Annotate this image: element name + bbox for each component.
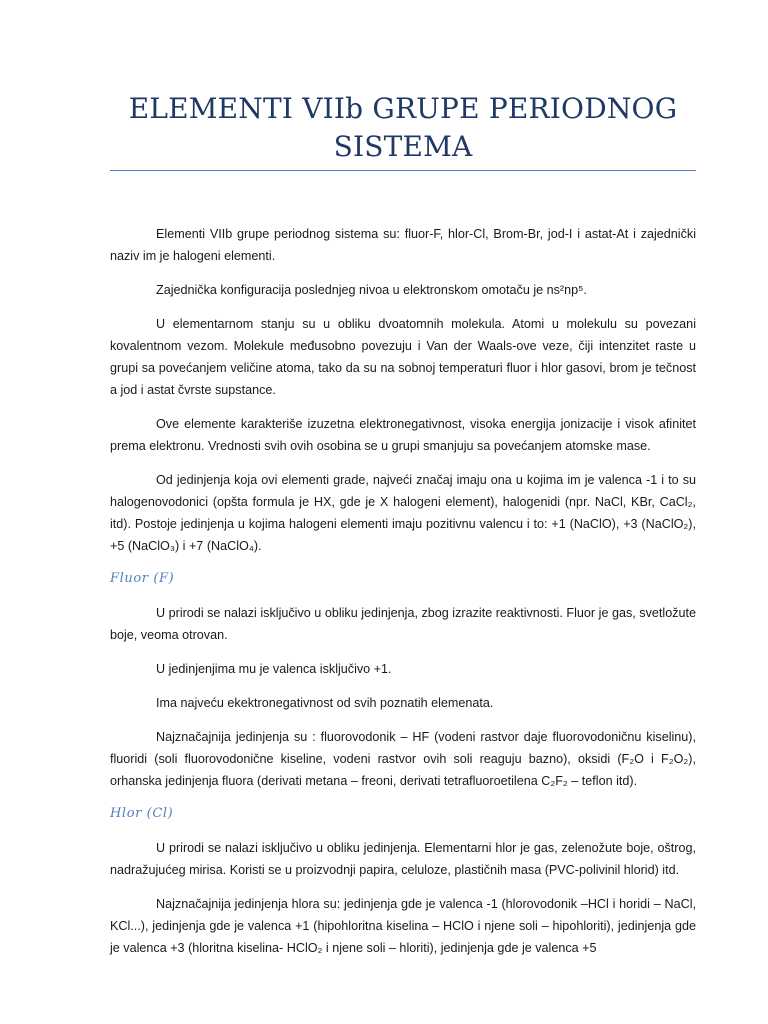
- hlor-paragraph: U prirodi se nalazi isključivo u obliku jedinjenja. Elementarni hlor je gas, zelenožute boje, oštrog, nadražujućeg mirisa. Koristi se u proizvodnji papira, celuloze, plastičnih masa (PVC-polivinil hlorid) itd.: [110, 841, 696, 877]
- intro-paragraph: U elementarnom stanju su u obliku dvoatomnih molekula. Atomi u molekulu su povezani kovalentnom vezom. Molekule međusobno povezuju i Van der Waals-ove veze, čiji intenzitet raste u grupi sa povećanjem veličine atoma, tako da su na sobnoj temperaturi fluor i hlor gasovi, brom je tečnost a jod i astat čvrste supstance.: [110, 317, 696, 397]
- section-heading-hlor: Hlor (Cl): [110, 806, 174, 821]
- fluor-paragraph: Ima najveću ekektronegativnost od svih poznatih elemenata.: [156, 696, 494, 710]
- intro-paragraph: Ove elemente karakteriše izuzetna elektronegativnost, visoka energija jonizacije i visok afinitet prema elektronu. Vrednosti svih ovih osobina se u grupi smanjuju sa povećanjem atomske mase.: [110, 417, 696, 453]
- page-title: ELEMENTI VIIb GRUPE PERIODNOG SISTEMA: [128, 92, 678, 163]
- intro-paragraph: Zajednička konfiguracija poslednjeg nivoa u elektronskom omotaču je ns²np⁵.: [156, 283, 587, 297]
- hlor-paragraph: Najznačajnija jedinjenja hlora su: jedinjenja gde je valenca -1 (hlorovodonik –HCl i horidi – NaCl, KCl...), jedinjenja gde je valenca +1 (hipohloritna kiselina – HClO i njene soli – hipohloriti), jedinjenja gde je valenca +3 (hloritna kiselina- HClO₂ i njene soli – hloriti), jedinjenja gde je valenca +5: [110, 897, 696, 955]
- fluor-paragraph: Najznačajnija jedinjenja su : fluorovodonik – HF (vodeni rastvor daje fluorovodoničnu kiselinu), fluoridi (soli fluorovodonične kiseline, vodeni rastvor ovih soli reaguju bazno), oksidi (F₂O i F₂O₂), orhanska jedinjenja fluora (derivati metana – freoni, derivati tetrafluoroetilena C₂F₂ – teflon itd).: [110, 730, 696, 788]
- fluor-paragraph: U prirodi se nalazi isključivo u obliku jedinjenja, zbog izrazite reaktivnosti. Fluor je gas, svetložute boje, veoma otrovan.: [110, 606, 696, 642]
- title-divider: [110, 170, 696, 171]
- intro-paragraph: Elementi VIIb grupe periodnog sistema su: fluor-F, hlor-Cl, Brom-Br, jod-I i astat-At i zajednički naziv im je halogeni elementi.: [110, 227, 696, 263]
- fluor-paragraph: U jedinjenjima mu je valenca isključivo +1.: [156, 662, 392, 676]
- intro-paragraph: Od jedinjenja koja ovi elementi grade, najveći značaj imaju ona u kojima im je valenca -1 i to su halogenovodonici (opšta formula je HX, gde je X halogeni element), halogenidi (npr. NaCl, KBr, CaCl₂, itd). Postoje jedinjenja u kojima halogeni elementi imaju pozitivnu valencu i to: +1 (NaClO), +3 (NaClO₂), +5 (NaClO₃) i +7 (NaClO₄).: [110, 473, 696, 553]
- document-page: [110, 80, 696, 971]
- document-body: [110, 223, 696, 959]
- section-heading-fluor: Fluor (F): [110, 571, 175, 586]
